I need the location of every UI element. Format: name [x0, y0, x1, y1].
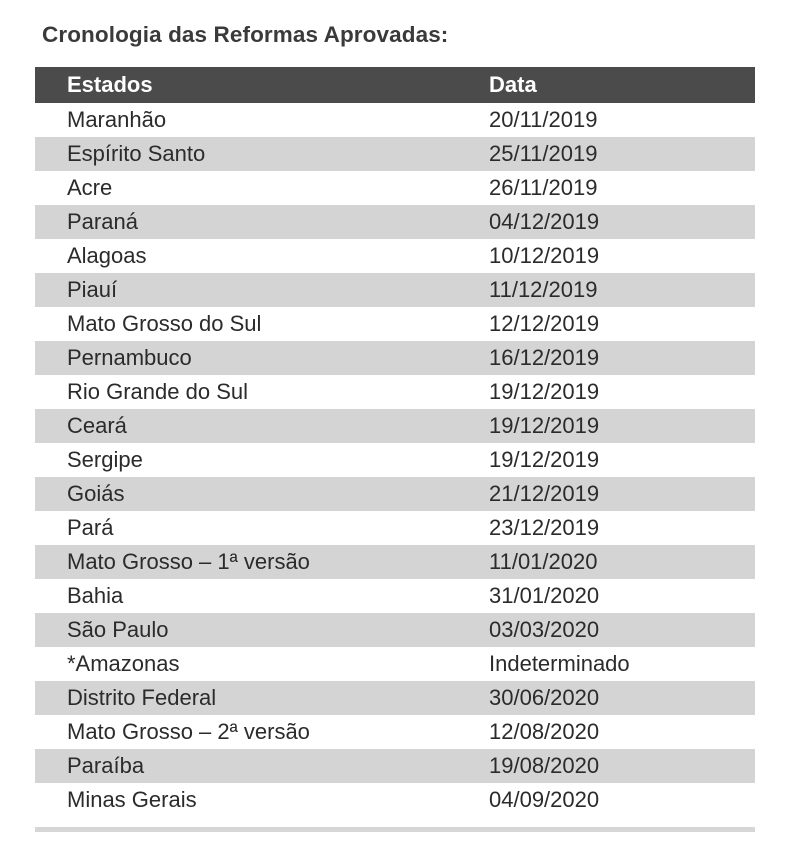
date-cell: 23/12/2019 — [489, 515, 600, 540]
state-cell: Mato Grosso – 1ª versão — [67, 549, 310, 574]
state-cell: Pará — [67, 515, 114, 540]
date-cell: 04/09/2020 — [489, 787, 600, 812]
table-row — [35, 375, 755, 409]
state-cell: Maranhão — [67, 107, 167, 132]
date-cell: 19/12/2019 — [489, 379, 600, 404]
state-cell: Goiás — [67, 481, 125, 506]
table-row — [35, 749, 755, 783]
state-cell: Espírito Santo — [67, 141, 206, 166]
table-row — [35, 783, 755, 817]
table-row — [35, 273, 755, 307]
date-cell: 11/12/2019 — [489, 277, 598, 302]
page-title: Cronologia das Reformas Aprovadas: — [42, 22, 449, 47]
date-cell: 12/12/2019 — [489, 311, 600, 336]
date-cell: 16/12/2019 — [489, 345, 600, 370]
table-row — [35, 579, 755, 613]
table-row — [35, 545, 755, 579]
column-header-date: Data — [489, 72, 537, 97]
table-row — [35, 239, 755, 273]
column-header-states: Estados — [67, 72, 153, 97]
table-bottom-rule — [35, 827, 755, 832]
table-row — [35, 171, 755, 205]
state-cell: Acre — [67, 175, 113, 200]
table-header — [35, 67, 755, 103]
state-cell: Sergipe — [67, 447, 143, 472]
table-row — [35, 443, 755, 477]
date-cell: 12/08/2020 — [489, 719, 600, 744]
table-row — [35, 613, 755, 647]
date-cell: 11/01/2020 — [489, 549, 598, 574]
date-cell: 19/12/2019 — [489, 413, 600, 438]
table-row — [35, 511, 755, 545]
state-cell: Paraná — [67, 209, 138, 234]
state-cell: *Amazonas — [67, 651, 180, 676]
table-body — [35, 103, 755, 817]
date-cell: 21/12/2019 — [489, 481, 600, 506]
table-row — [35, 103, 755, 137]
date-cell: 03/03/2020 — [489, 617, 600, 642]
state-cell: Distrito Federal — [67, 685, 217, 710]
state-cell: Mato Grosso do Sul — [67, 311, 262, 336]
table-row — [35, 647, 755, 681]
date-cell: 19/08/2020 — [489, 753, 600, 778]
date-cell: 30/06/2020 — [489, 685, 600, 710]
state-cell: Pernambuco — [67, 345, 192, 370]
state-cell: Ceará — [67, 413, 127, 438]
table-row — [35, 477, 755, 511]
table-row — [35, 681, 755, 715]
state-cell: Bahia — [67, 583, 124, 608]
state-cell: Piauí — [67, 277, 118, 302]
date-cell: 04/12/2019 — [489, 209, 600, 234]
table-row — [35, 205, 755, 239]
table-row — [35, 715, 755, 749]
table-row — [35, 307, 755, 341]
table-row — [35, 341, 755, 375]
state-cell: Paraíba — [67, 753, 145, 778]
state-cell: Minas Gerais — [67, 787, 197, 812]
state-cell: Mato Grosso – 2ª versão — [67, 719, 310, 744]
table-row — [35, 137, 755, 171]
date-cell: 20/11/2019 — [489, 107, 598, 132]
reforms-table — [35, 67, 755, 832]
date-cell: 10/12/2019 — [489, 243, 600, 268]
date-cell: 26/11/2019 — [489, 175, 598, 200]
date-cell: 25/11/2019 — [489, 141, 598, 166]
state-cell: São Paulo — [67, 617, 169, 642]
state-cell: Rio Grande do Sul — [67, 379, 248, 404]
state-cell: Alagoas — [67, 243, 147, 268]
table-row — [35, 409, 755, 443]
date-cell: Indeterminado — [489, 651, 630, 676]
date-cell: 31/01/2020 — [489, 583, 600, 608]
date-cell: 19/12/2019 — [489, 447, 600, 472]
